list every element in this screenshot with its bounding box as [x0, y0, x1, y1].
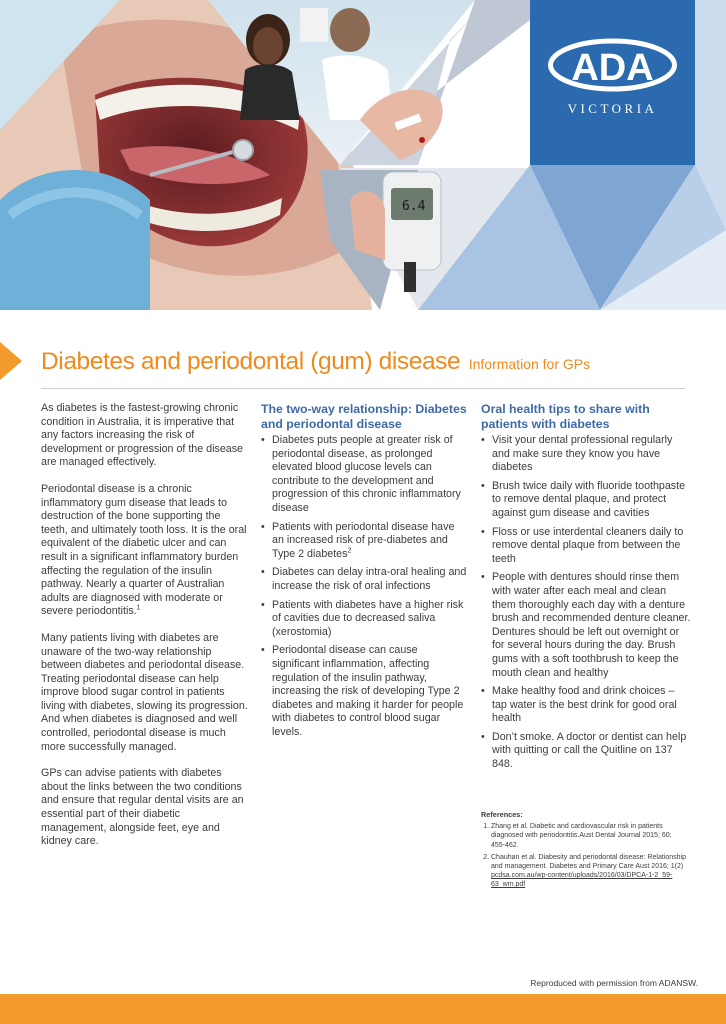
title-divider: [41, 388, 685, 389]
reference-marker: 2: [347, 547, 352, 555]
list-item: • Brush twice daily with fluoride toothpaste to remove dental plaque, and protect against gum disease and cavities: [481, 480, 691, 521]
list-item: • Patients with diabetes have a higher risk of cavities due to decreased saliva (xerostomia): [261, 599, 468, 640]
logo-tagline: VICTORIA: [567, 101, 658, 116]
section-heading: The two-way relationship: Diabetes and periodontal disease: [261, 402, 467, 431]
svg-text:6.4: 6.4: [402, 199, 426, 214]
references: [481, 810, 686, 893]
section-heading: Oral health tips to share with patients with diabetes: [481, 402, 650, 431]
list-item: • Make healthy food and drink choices – tap water is the best drink for good oral health: [481, 685, 691, 726]
list-item: • People with dentures should rinse them with water after each meal and clean them thoroughly each day with a denture brush and recommended denture cleaner. Dentures should be left out overnight or for several hours during the day. Brush gums with a soft toothbrush to keep the mouth clean and healthy: [481, 571, 691, 680]
hero-collage: [0, 0, 726, 310]
paragraph: Many patients living with diabetes are unaware of the two-way relationship between diabetes and periodontal disease. Treating periodontal disease can help improve blood sugar control in patients living with diabetes, slowing its progression. And when diabetes is diagnosed and well controlled, periodontal disease is much more successfully managed.: [41, 631, 248, 753]
footer-bar: [0, 994, 726, 1024]
references-list: [481, 822, 686, 889]
bullet-list: [261, 434, 468, 739]
bullet-list: [481, 434, 691, 772]
svg-text:ADA: ADA: [571, 47, 654, 89]
page-subtitle: Information for GPs: [468, 356, 591, 372]
permission-credit: Reproduced with permission from ADANSW.: [530, 978, 698, 988]
ada-victoria-logo: [530, 0, 695, 165]
list-item: • Periodontal disease can cause significant inflammation, affecting regulation of the insulin pathway, increasing the risk of developing Type 2 diabetes and making it harder for people with diabetes to control blood sugar levels.: [261, 644, 468, 739]
title-row: [41, 348, 590, 376]
reference-marker: 1: [136, 604, 141, 612]
paragraph: As diabetes is the fastest-growing chronic condition in Australia, it is imperative that any factors increasing the risk of development or progression of the disease are managed effectively.: [41, 402, 243, 469]
reference-item: 1. Zhang et al. Diabetic and cardiovascular risk in patients diagnosed with periodontitis.Aust Dental Journal 2015; 60: 455-462.: [491, 822, 686, 850]
paragraph: GPs can advise patients with diabetes about the links between the two conditions and ensure that regular dental visits are an essential part of their diabetic management, alongside feet, eye and kidney care.: [41, 767, 244, 848]
orange-arrow-marker: [0, 342, 22, 380]
list-item: • Floss or use interdental cleaners daily to remove dental plaque from between the teeth: [481, 526, 691, 567]
reference-item: 2. Chauhan et al. Diabesity and periodontal disease: Relationship and management. Diabetes and Primary Care Aust 2016; 1(2) pcdsa.com.au/wp-content/uploads/2016/03/DPCA-1-2_59-63_wm.pdf: [491, 853, 686, 890]
list-item: • Diabetes can delay intra-oral healing and increase the risk of oral infections: [261, 566, 468, 593]
relationship-column: [261, 402, 468, 744]
page-title: Diabetes and periodontal (gum) disease: [41, 348, 461, 375]
paragraph: Periodontal disease is a chronic inflammatory gum disease that leads to destruction of the bone supporting the teeth, and ultimately tooth loss. It is the oral equivalent of the diabetic ulcer and can result in a significant inflammatory burden affecting the regulation of the insulin pathway. Nearly a quarter of Australian adults are diagnosed with moderate or severe periodontitis.$^1$: [41, 482, 247, 618]
intro-column: [41, 402, 248, 862]
list-item: • Visit your dental professional regularly and make sure they know you have diabetes: [481, 434, 691, 475]
list-item: • Diabetes puts people at greater risk of periodontal disease, as prolonged elevated blood glucose levels can contribute to the development and progression of this chronic inflammatory disease: [261, 434, 468, 516]
list-item: • Patients with periodontal disease have an increased risk of pre-diabetes and Type 2 diabetes$^2$: [261, 521, 468, 562]
reference-link[interactable]: pcdsa.com.au/wp-content/uploads/2016/03/DPCA-1-2_59-63_wm.pdf: [491, 872, 673, 889]
references-title: References:: [481, 810, 523, 819]
list-item: • Don’t smoke. A doctor or dentist can help with quitting or call the Quitline on 137 848.: [481, 731, 691, 772]
tips-column: [481, 402, 691, 777]
